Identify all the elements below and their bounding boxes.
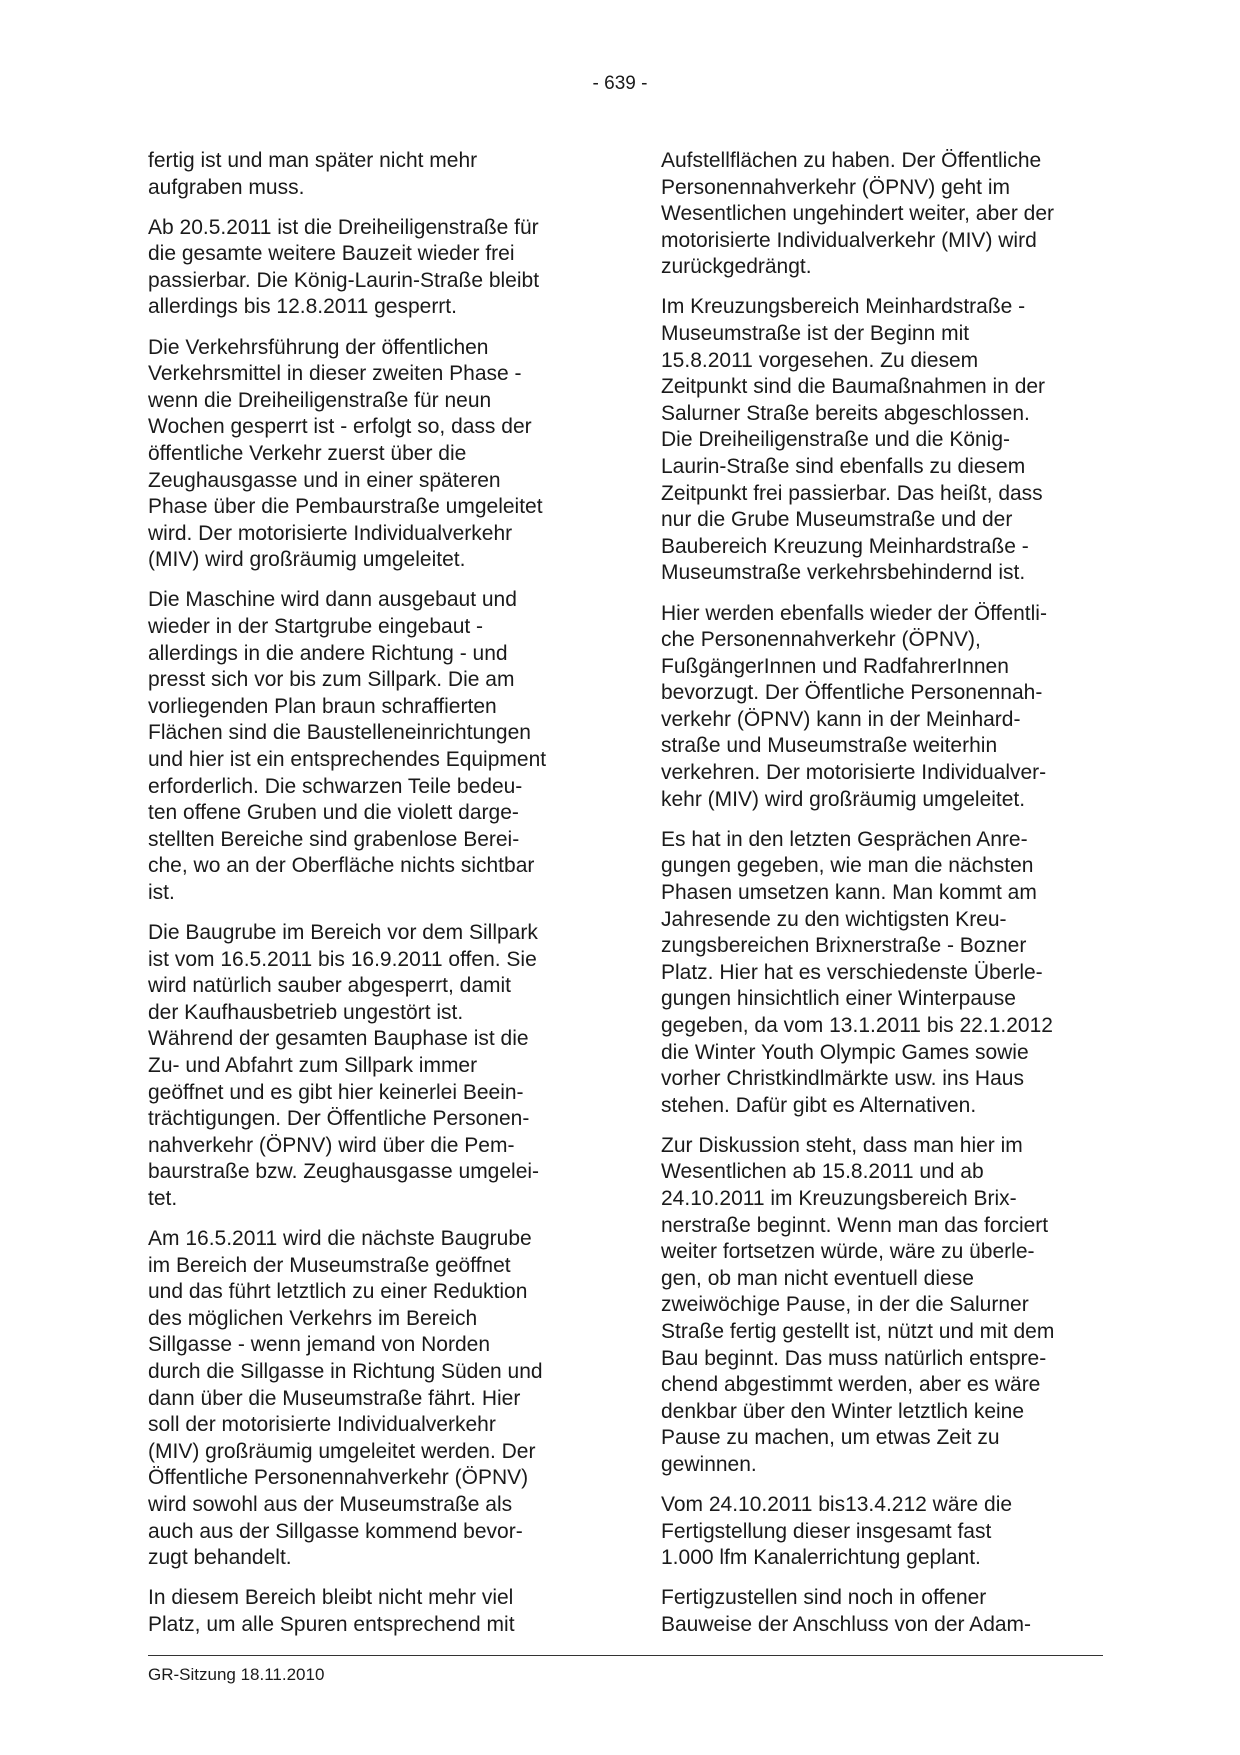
paragraph [661, 1585, 1106, 1638]
text-line: Bauweise der Anschluss von der Adam- [661, 1612, 1032, 1636]
text-line: presst sich vor bis zum Sillpark. Die am [148, 668, 515, 692]
text-line: ten offene Gruben und die violett darge- [148, 801, 519, 825]
paragraph [148, 587, 593, 906]
paragraph [661, 601, 1106, 814]
text-line: Platz, um alle Spuren entsprechend mit [148, 1612, 515, 1636]
text-line: wieder in der Startgrube eingebaut - [148, 615, 484, 638]
text-line: Museumstraße ist der Beginn mit [661, 322, 970, 346]
text-line: Während der gesamten Bauphase ist die [148, 1027, 529, 1051]
paragraph [148, 148, 593, 201]
left-column [148, 148, 593, 1652]
paragraph [148, 335, 593, 574]
text-line: Museumstraße verkehrsbehindernd ist. [661, 561, 1026, 585]
paragraph [661, 294, 1106, 587]
text-line: Phasen umsetzen kann. Man kommt am [661, 880, 1037, 904]
text-line: passierbar. Die König-Laurin-Straße bleibt [148, 268, 540, 292]
text-line: Es hat in den letzten Gesprächen Anre- [661, 827, 1028, 851]
text-line: Verkehrsmittel in dieser zweiten Phase - [148, 362, 522, 386]
text-line: wenn die Dreiheiligenstraße für neun [148, 388, 492, 412]
text-line: Flächen sind die Baustelleneinrichtungen [148, 721, 531, 745]
text-line: und hier ist ein entsprechendes Equipment [148, 747, 547, 771]
text-line: dann über die Museumstraße fährt. Hier [148, 1386, 521, 1410]
text-line: Hier werden ebenfalls wieder der Öffentli- [661, 601, 1047, 625]
text-line: Zur Diskussion steht, dass man hier im [661, 1133, 1023, 1157]
text-line: im Bereich der Museumstraße geöffnet [148, 1253, 511, 1277]
text-line: gungen gegeben, wie man die nächsten [661, 854, 1034, 878]
text-line: baurstraße bzw. Zeughausgasse umgelei- [148, 1160, 540, 1184]
text-line: Ab 20.5.2011 ist die Dreiheiligenstraße für [148, 215, 539, 239]
text-line: Wochen gesperrt ist - erfolgt so, dass der [148, 415, 532, 439]
page-number: - 639 - [592, 73, 648, 94]
text-line: Vom 24.10.2011 bis13.4.212 wäre die [661, 1493, 1013, 1516]
text-line: vorliegenden Plan braun schraffierten [148, 694, 497, 718]
text-line: vorher Christkindlmärkte usw. ins Haus [661, 1067, 1024, 1091]
text-line: durch die Sillgasse in Richtung Süden und [148, 1360, 543, 1384]
paragraph [148, 920, 593, 1213]
text-line: 1.000 lfm Kanalerrichtung geplant. [661, 1546, 981, 1570]
text-line: Aufstellflächen zu haben. Der Öffentliche [661, 149, 1042, 172]
text-line: che, wo an der Oberfläche nichts sichtbar [148, 854, 535, 878]
text-line: stellten Bereiche sind grabenlose Berei- [148, 827, 520, 851]
text-line: Phase über die Pembaurstraße umgeleitet [148, 495, 543, 519]
paragraph [148, 1585, 593, 1638]
text-line: straße und Museumstraße weiterhin [661, 734, 998, 758]
text-line: auch aus der Sillgasse kommend bevor- [148, 1519, 523, 1543]
text-line: Zeitpunkt sind die Baumaßnahmen in der [661, 375, 1046, 399]
text-line: allerdings in die andere Richtung - und [148, 641, 508, 665]
text-line: Straße fertig gestellt ist, nützt und mit dem [661, 1319, 1055, 1343]
text-line: Zeitpunkt frei passierbar. Das heißt, dass [661, 481, 1043, 505]
text-line: 15.8.2011 vorgesehen. Zu diesem [661, 348, 979, 372]
text-line: soll der motorisierte Individualverkehr [148, 1413, 496, 1437]
text-line: aufgraben muss. [148, 175, 305, 199]
text-line: Pause zu machen, um etwas Zeit zu [661, 1426, 1000, 1450]
text-line: Die Verkehrsführung der öffentlichen [148, 335, 489, 359]
text-line: che Personennahverkehr (ÖPNV), [661, 628, 981, 652]
text-line: weiter fortsetzen würde, wäre zu überle- [661, 1240, 1035, 1264]
text-line: verkehren. Der motorisierte Individualver- [661, 761, 1047, 785]
text-line: Die Dreiheiligenstraße und die König- [661, 428, 1011, 452]
footer-divider [148, 1655, 1103, 1656]
text-line: allerdings bis 12.8.2011 gesperrt. [148, 295, 457, 319]
text-line: Personennahverkehr (ÖPNV) geht im [661, 175, 1010, 199]
text-line: Öffentliche Personennahverkehr (ÖPNV) [148, 1466, 529, 1490]
text-line: Jahresende zu den wichtigsten Kreu- [661, 907, 1007, 931]
text-line: die Winter Youth Olympic Games sowie [661, 1040, 1029, 1064]
text-line: Laurin-Straße sind ebenfalls zu diesem [661, 455, 1026, 479]
text-line: gungen hinsichtlich einer Winterpause [661, 987, 1016, 1011]
text-line: Wesentlichen ab 15.8.2011 und ab [661, 1160, 984, 1184]
text-line: öffentliche Verkehr zuerst über die [148, 441, 467, 465]
footer-session-date: GR-Sitzung 18.11.2010 [148, 1665, 325, 1684]
text-line: der Kaufhausbetrieb ungestört ist. [148, 1000, 464, 1024]
paragraph [661, 1133, 1106, 1479]
text-line: zugt behandelt. [148, 1546, 292, 1570]
paragraph [148, 1226, 593, 1572]
text-line: die gesamte weitere Bauzeit wieder frei [148, 242, 515, 266]
text-line: stehen. Dafür gibt es Alternativen. [661, 1093, 977, 1117]
text-line: und das führt letztlich zu einer Reduktion [148, 1280, 528, 1304]
text-line: Die Maschine wird dann ausgebaut und [148, 588, 517, 612]
text-line: kehr (MIV) wird großräumig umgeleitet. [661, 787, 1026, 811]
text-line: Baubereich Kreuzung Meinhardstraße - [661, 534, 1029, 558]
text-line: fertig ist und man später nicht mehr [148, 149, 478, 172]
text-line: wird. Der motorisierte Individualverkehr [148, 521, 513, 545]
text-line: nahverkehr (ÖPNV) wird über die Pem- [148, 1133, 515, 1157]
text-line: Die Baugrube im Bereich vor dem Sillpark [148, 921, 538, 945]
paragraph [148, 215, 593, 321]
text-line: zungsbereichen Brixnerstraße - Bozner [661, 934, 1027, 958]
text-line: trächtigungen. Der Öffentliche Personen- [148, 1107, 530, 1131]
text-line: (MIV) großräumig umgeleitet werden. Der [148, 1439, 536, 1463]
text-line: erforderlich. Die schwarzen Teile bedeu- [148, 774, 523, 798]
text-line: Platz. Hier hat es verschiedenste Überle- [661, 960, 1043, 984]
text-line: Am 16.5.2011 wird die nächste Baugrube [148, 1227, 532, 1251]
text-line: Sillgasse - wenn jemand von Norden [148, 1333, 491, 1357]
text-line: nerstraße beginnt. Wenn man das forciert [661, 1213, 1049, 1237]
text-line: Salurner Straße bereits abgeschlossen. [661, 401, 1030, 425]
text-line: In diesem Bereich bleibt nicht mehr viel [148, 1586, 514, 1610]
text-line: zweiwöchige Pause, in der die Salurner [661, 1293, 1029, 1317]
text-line: des möglichen Verkehrs im Bereich [148, 1306, 478, 1330]
text-line: wird sowohl aus der Museumstraße als [148, 1493, 513, 1516]
text-line: Fertigstellung dieser insgesamt fast [661, 1519, 992, 1543]
text-line: ist vom 16.5.2011 bis 16.9.2011 offen. Sie [148, 947, 537, 971]
text-line: nur die Grube Museumstraße und der [661, 508, 1013, 532]
text-line: Bau beginnt. Das muss natürlich entspre- [661, 1346, 1047, 1370]
text-line: Wesentlichen ungehindert weiter, aber der [661, 202, 1055, 226]
text-line: motorisierte Individualverkehr (MIV) wird [661, 228, 1037, 252]
text-line: Zu- und Abfahrt zum Sillpark immer [148, 1054, 478, 1077]
text-line: gewinnen. [661, 1452, 757, 1476]
text-line: 24.10.2011 im Kreuzungsbereich Brix- [661, 1186, 1017, 1210]
text-line: wird natürlich sauber abgesperrt, damit [148, 974, 512, 998]
text-line: gegeben, da vom 13.1.2011 bis 22.1.2012 [661, 1013, 1053, 1037]
text-line: gen, ob man nicht eventuell diese [661, 1266, 974, 1290]
text-line: zurückgedrängt. [661, 255, 812, 279]
text-line: (MIV) wird großräumig umgeleitet. [148, 548, 466, 572]
right-column [661, 148, 1106, 1652]
text-line: verkehr (ÖPNV) kann in der Meinhard- [661, 707, 1021, 731]
text-line: Im Kreuzungsbereich Meinhardstraße - [661, 295, 1026, 319]
text-line: bevorzugt. Der Öffentliche Personennah- [661, 681, 1043, 705]
paragraph [661, 827, 1106, 1120]
text-line: tet. [148, 1186, 178, 1210]
text-line: denkbar über den Winter letztlich keine [661, 1399, 1025, 1423]
text-line: FußgängerInnen und RadfahrerInnen [661, 654, 1009, 678]
text-line: ist. [148, 880, 175, 904]
text-line: chend abgestimmt werden, aber es wäre [661, 1373, 1041, 1397]
paragraph [661, 148, 1106, 281]
text-line: Fertigzustellen sind noch in offener [661, 1586, 987, 1610]
paragraph [661, 1492, 1106, 1572]
text-line: geöffnet und es gibt hier keinerlei Beein- [148, 1080, 524, 1104]
text-line: Zeughausgasse und in einer späteren [148, 468, 501, 492]
